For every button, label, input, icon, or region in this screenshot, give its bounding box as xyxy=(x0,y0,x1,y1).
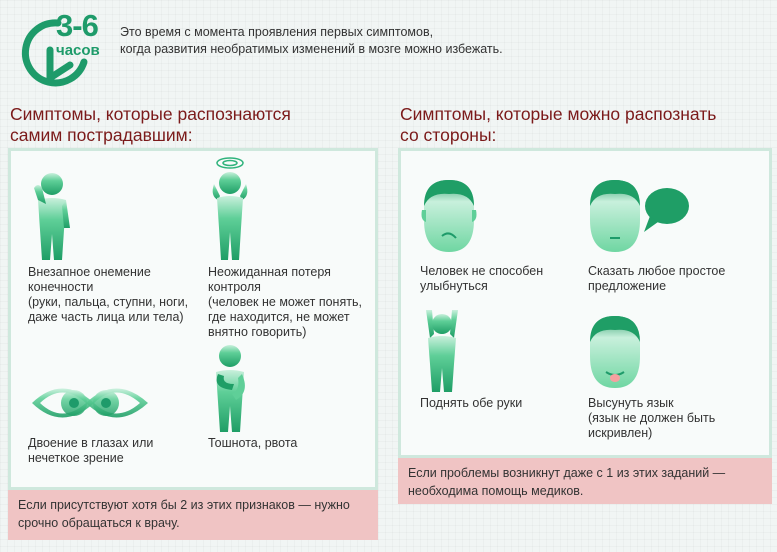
person-raise-arms-icon xyxy=(418,308,468,394)
list-item: Сказать любое простое предложение xyxy=(588,264,726,293)
badge-unit: часов xyxy=(56,42,100,59)
face-speech-bubble-icon xyxy=(586,176,696,256)
right-column-title: Симптомы, которые можно распознать со стороны: xyxy=(400,104,717,145)
list-item: Высунуть язык (язык не должен быть искривлен) xyxy=(588,396,716,440)
face-cannot-smile-icon xyxy=(418,176,480,256)
person-dizzy-icon xyxy=(206,156,256,262)
list-item: Внезапное онемение конечности (руки, пальца, ступни, ноги, даже часть лица или тела) xyxy=(28,265,189,324)
face-tongue-out-icon xyxy=(586,312,648,392)
left-warning-note: Если присутствуют хотя бы 2 из этих признаков — нужно срочно обращаться к врачу. xyxy=(8,490,378,540)
double-vision-eye-icon xyxy=(28,378,152,428)
list-item: Поднять обе руки xyxy=(420,396,523,410)
intro-line: Это время с момента проявления первых симптомов, xyxy=(120,25,434,39)
intro-line: когда развития необратимых изменений в мозге можно избежать. xyxy=(120,42,503,56)
list-item: Двоение в глазах или нечеткое зрение xyxy=(28,436,154,465)
right-warning-note: Если проблемы возникнут даже с 1 из этих заданий — необходима помощь медиков. xyxy=(398,458,772,504)
left-column-title: Симптомы, которые распознаются самим пострадавшим: xyxy=(10,104,291,145)
intro-text xyxy=(120,24,560,58)
list-item: Неожиданная потеря контроля (человек не может понять, где находится, не может внятно говорить) xyxy=(208,265,362,339)
list-item: Человек не способен улыбнуться xyxy=(420,264,544,293)
hours-badge xyxy=(18,10,113,90)
person-nausea-icon xyxy=(206,344,256,434)
badge-number: 3-6 xyxy=(56,8,98,43)
person-numb-arm-icon xyxy=(28,170,78,262)
list-item: Тошнота, рвота xyxy=(208,436,298,450)
